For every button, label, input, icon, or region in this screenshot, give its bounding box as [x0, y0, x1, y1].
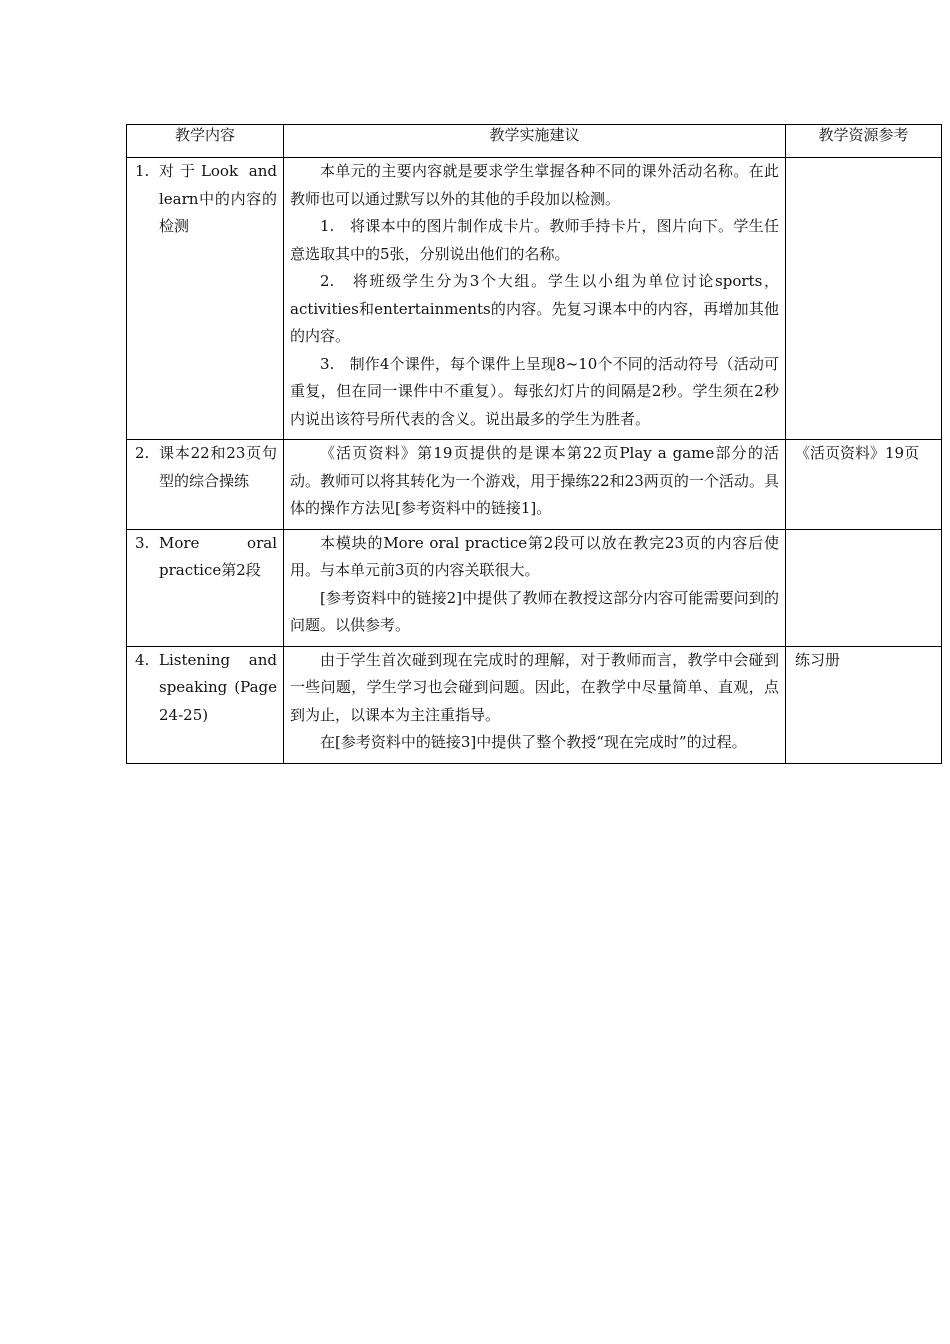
header-resource-reference: 教学资源参考	[786, 125, 942, 158]
table-row	[127, 440, 942, 530]
suggestion-paragraph: [参考资料中的链接2]中提供了教师在教授这部分内容可能需要问到的问题。以供参考。	[290, 588, 779, 634]
suggestion-cell	[284, 646, 786, 763]
content-cell	[127, 158, 284, 440]
suggestion-paragraph: 在[参考资料中的链接3]中提供了整个教授“现在完成时”的过程。	[320, 733, 747, 751]
resource-cell	[786, 529, 942, 646]
row-number: 3.	[135, 533, 150, 552]
resource-cell: 《活页资料》19页	[786, 440, 942, 530]
content-text: More oral practice第2段	[159, 533, 277, 579]
table-header-row	[127, 125, 942, 158]
row-number: 1.	[135, 162, 150, 180]
resource-cell: 练习册	[786, 646, 942, 763]
header-implementation-suggestions: 教学实施建议	[284, 125, 786, 158]
content-cell	[127, 529, 284, 646]
row-number: 2.	[135, 444, 150, 462]
table-row	[127, 646, 942, 763]
suggestion-cell	[284, 158, 786, 440]
suggestion-cell	[284, 440, 786, 530]
content-text: 课本22和23页句型的综合操练	[159, 444, 277, 490]
content-cell	[127, 646, 284, 763]
suggestion-paragraph: 由于学生首次碰到现在完成时的理解，对于教师而言，教学中会碰到一些问题，学生学习也会碰到问题。因此，在教学中尽量简单、直观，点到为止，以课本为主注重指导。	[290, 650, 779, 724]
suggestion-paragraph: 本单元的主要内容就是要求学生掌握各种不同的课外活动名称。在此教师也可以通过默写以外的其他的手段加以检测。	[290, 162, 779, 208]
suggestion-paragraph: 3. 制作4个课件，每个课件上呈现8~10个不同的活动符号（活动可重复，但在同一课件中不重复）。每张幻灯片的间隔是2秒。学生须在2秒内说出该符号所代表的含义。说出最多的学生为胜者。	[290, 354, 779, 428]
table-row	[127, 158, 942, 440]
table-row	[127, 529, 942, 646]
resource-cell	[786, 158, 942, 440]
content-cell	[127, 440, 284, 530]
content-text: Listening and speaking (Page 24-25)	[159, 650, 277, 724]
header-teaching-content: 教学内容	[127, 125, 284, 158]
suggestion-paragraph: 1. 将课本中的图片制作成卡片。教师手持卡片，图片向下。学生任意选取其中的5张，分别说出他们的名称。	[290, 217, 779, 263]
row-number: 4.	[135, 650, 150, 669]
suggestion-paragraph: 本模块的More oral practice第2段可以放在教完23页的内容后使用。与本单元前3页的内容关联很大。	[290, 533, 779, 579]
content-text: 对于Look and learn中的内容的检测	[159, 162, 277, 235]
teaching-plan-table	[126, 124, 942, 764]
suggestion-paragraph: 《活页资料》第19页提供的是课本第22页Play a game部分的活动。教师可以将其转化为一个游戏，用于操练22和23两页的一个活动。具体的操作方法见[参考资料中的链接1]。	[290, 444, 779, 517]
suggestion-paragraph: 2. 将班级学生分为3个大组。学生以小组为单位讨论sports，activities和entertainments的内容。先复习课本中的内容，再增加其他的内容。	[290, 272, 779, 345]
suggestion-cell	[284, 529, 786, 646]
